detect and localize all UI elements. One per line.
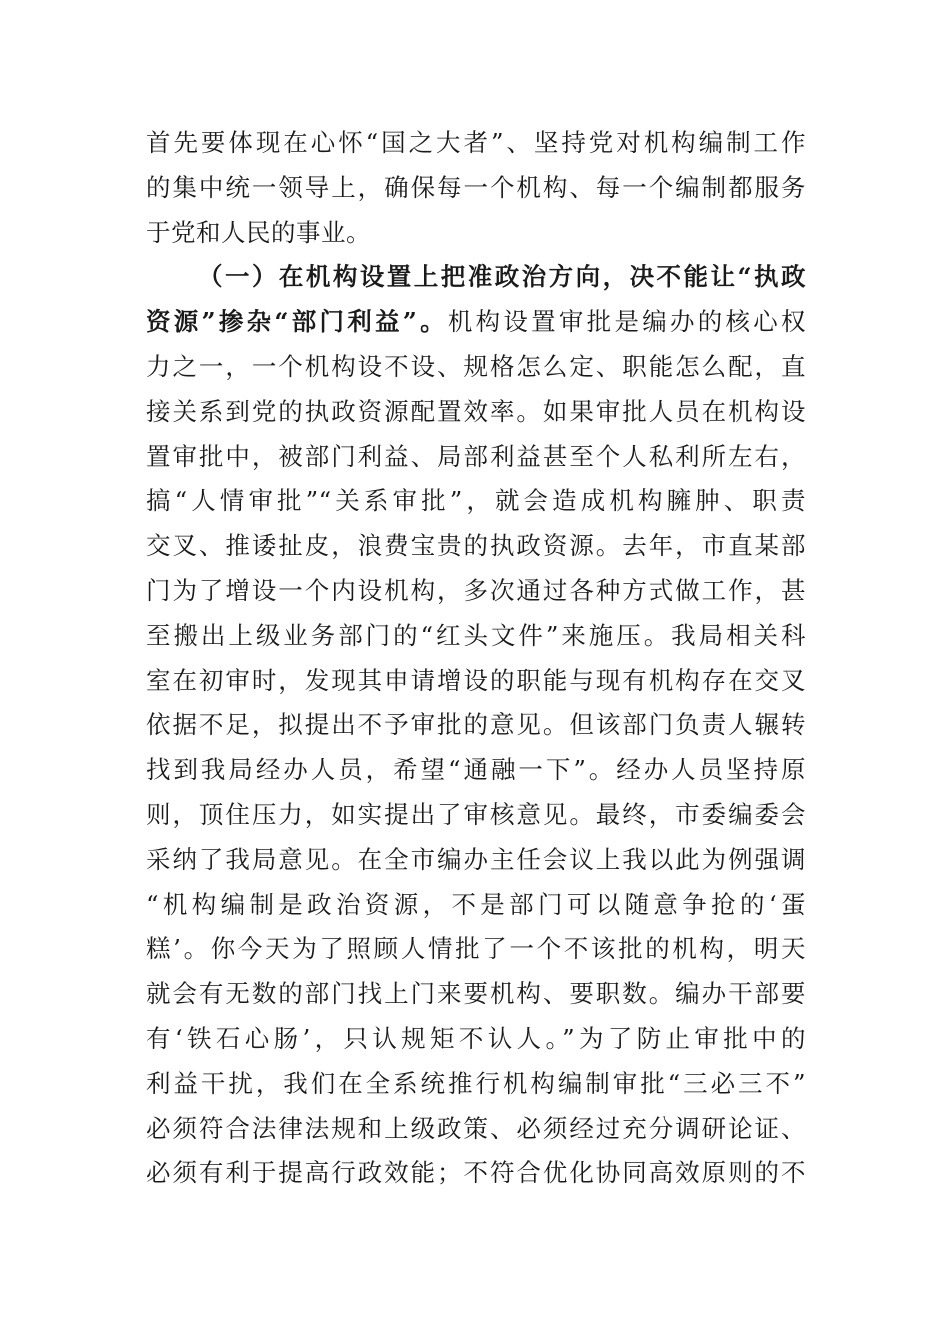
- body-line: 依据不足，拟提出不予审批的意见。但该部门负责人辗转: [146, 710, 806, 740]
- body-line: 的集中统一领导上，确保每一个机构、每一个编制都服务: [146, 172, 806, 202]
- body-line: 必须符合法律法规和上级政策、必须经过充分调研论证、: [146, 1113, 806, 1143]
- section-heading: （一）在机构设置上把准政治方向，决不能让“执政: [198, 262, 806, 292]
- body-line: 置审批中，被部门利益、局部利益甚至个人私利所左右，: [146, 441, 806, 471]
- body-line: 找到我局经办人员，希望“通融一下”。经办人员坚持原: [146, 755, 806, 785]
- body-line: 首先要体现在心怀“国之大者”、坚持党对机构编制工作: [146, 128, 806, 157]
- body-line: 就会有无数的部门找上门来要机构、要职数。编办干部要: [146, 979, 806, 1009]
- section-heading-tail: 资源”掺杂“部门利益”。: [146, 307, 448, 337]
- body-line: 利益干扰，我们在全系统推行机构编制审批“三必三不”: [146, 1068, 806, 1098]
- body-line: 有‘铁石心肠’，只认规矩不认人。”为了防止审批中的: [146, 1023, 806, 1053]
- body-line: 门为了增设一个内设机构，多次通过各种方式做工作，甚: [146, 575, 806, 605]
- body-line: 糕’。你今天为了照顾人情批了一个不该批的机构，明天: [146, 934, 806, 964]
- body-line: 至搬出上级业务部门的“红头文件”来施压。我局相关科: [146, 620, 806, 650]
- body-line: 交叉、推诿扯皮，浪费宝贵的执政资源。去年，市直某部: [146, 531, 806, 561]
- document-body: [146, 121, 806, 1196]
- body-line: 必须有利于提高行政效能；不符合优化协同高效原则的不: [146, 1158, 806, 1188]
- body-line: 采纳了我局意见。在全市编办主任会议上我以此为例强调: [146, 844, 806, 874]
- body-line: 接关系到党的执政资源配置效率。如果审批人员在机构设: [146, 396, 806, 426]
- body-line: 室在初审时，发现其申请增设的职能与现有机构存在交叉: [146, 665, 806, 695]
- body-text: 机构设置审批是编办的核心权: [447, 307, 806, 337]
- body-line: “机构编制是政治资源，不是部门可以随意争抢的‘蛋: [146, 889, 806, 919]
- body-line: 则，顶住压力，如实提出了审核意见。最终，市委编委会: [146, 799, 806, 829]
- body-line: 力之一，一个机构设不设、规格怎么定、职能怎么配，直: [146, 351, 806, 381]
- section-heading-continued: [146, 300, 806, 345]
- body-line: 于党和人民的事业。: [146, 217, 371, 247]
- body-line: 搞“人情审批”“关系审批”，就会造成机构臃肿、职责: [146, 486, 806, 516]
